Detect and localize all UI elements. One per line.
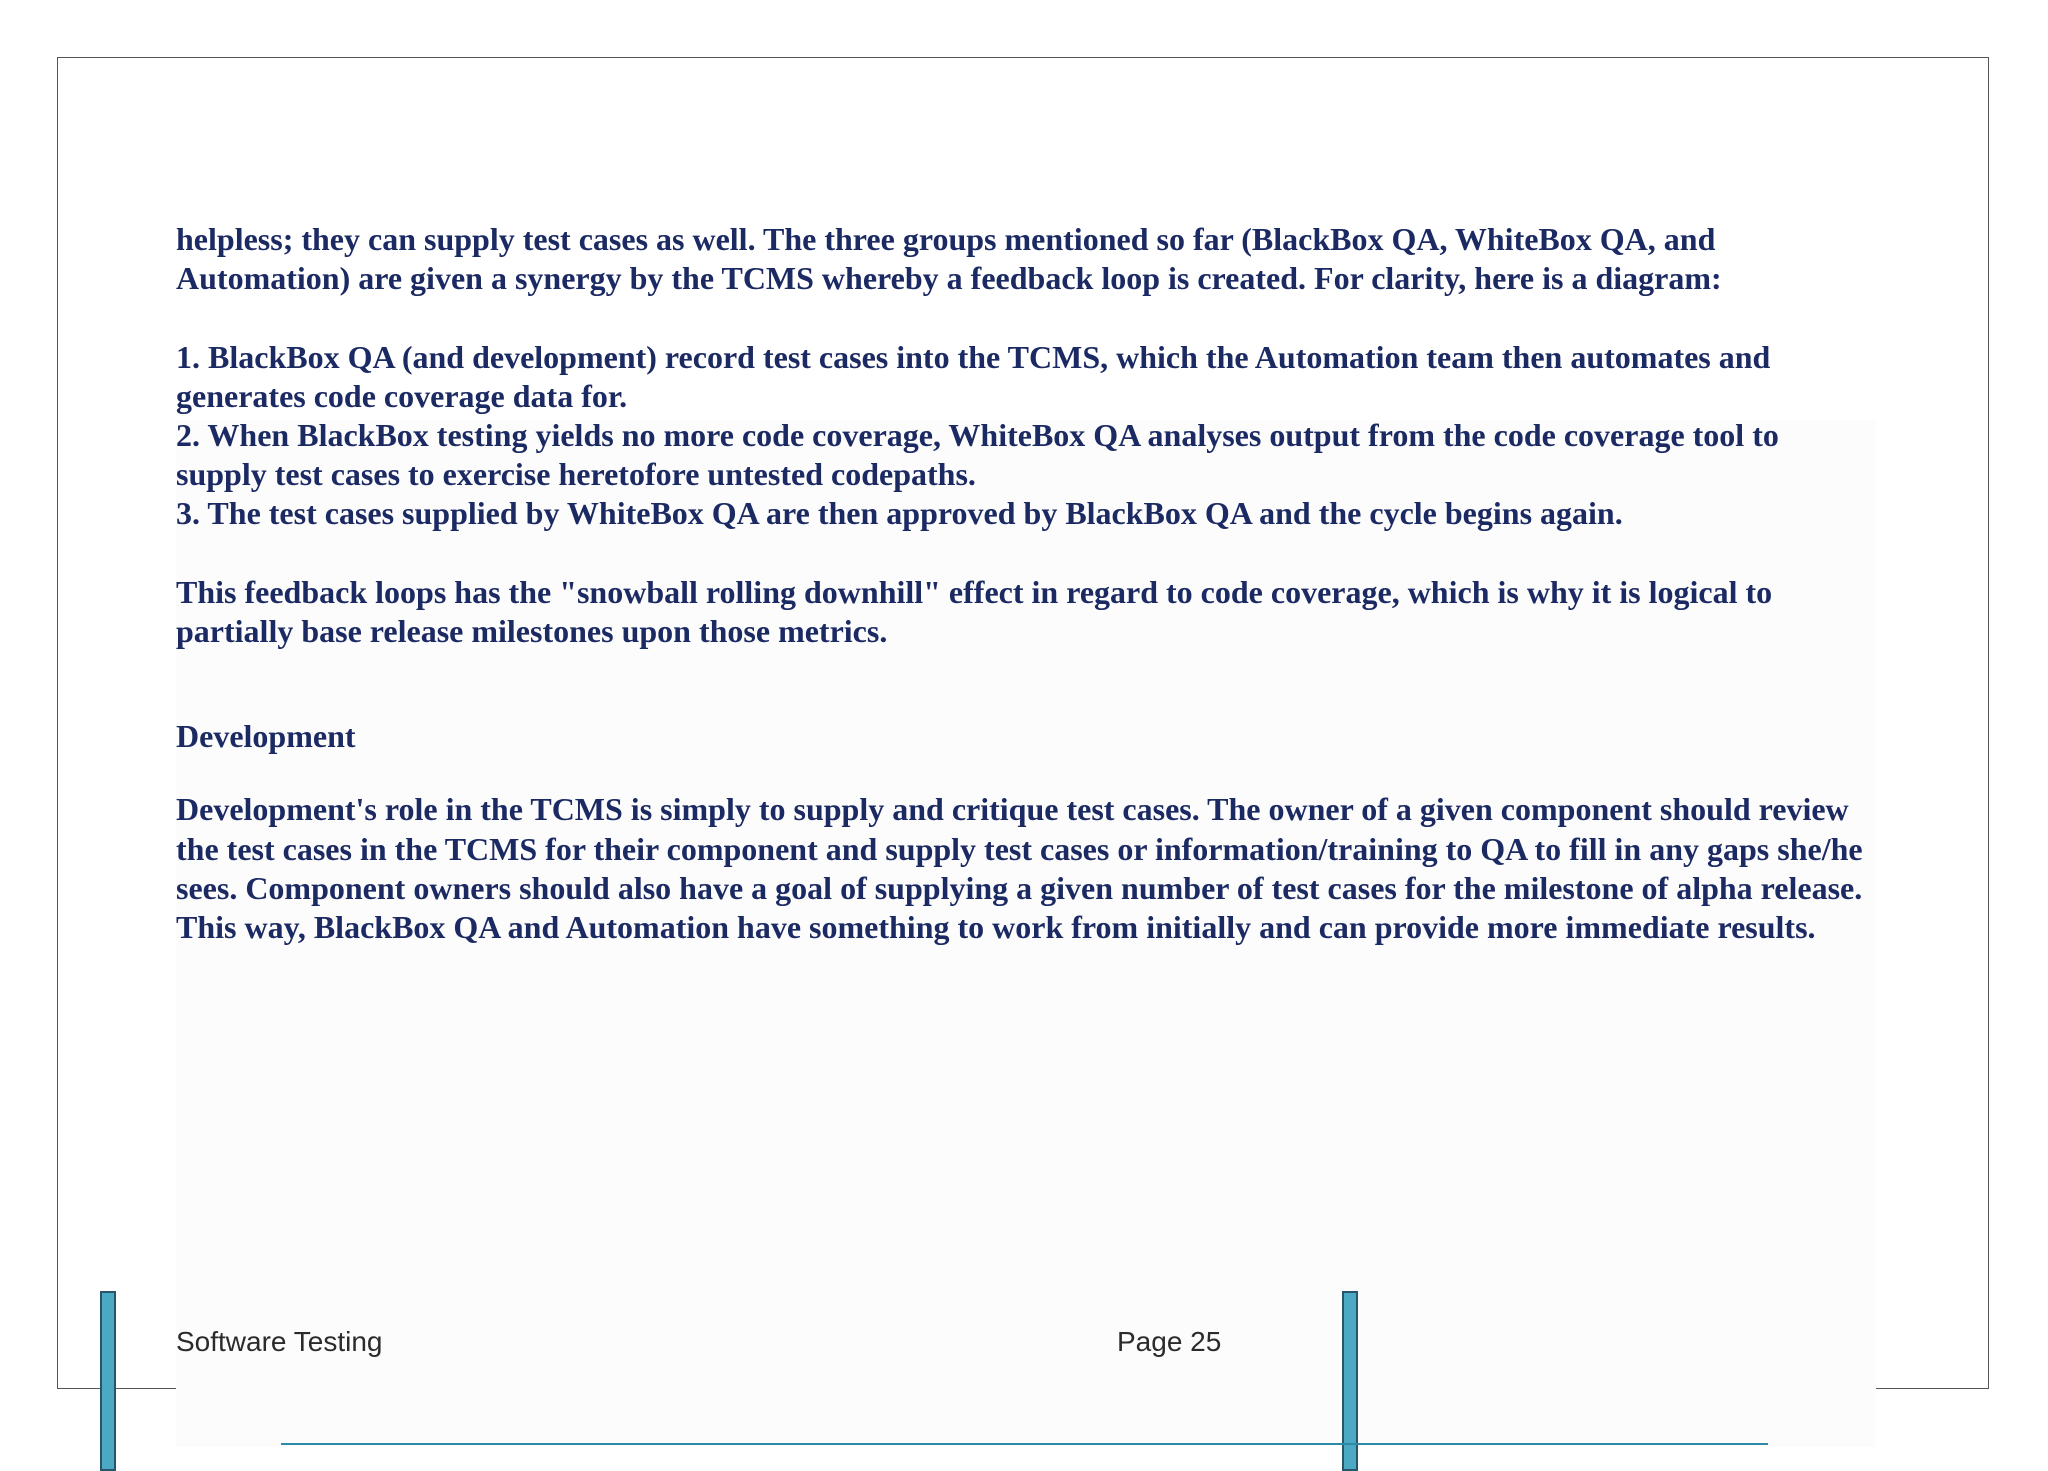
- footer-accent-bar-left: [100, 1291, 116, 1471]
- paragraph-intro: helpless; they can supply test cases as well. The three groups mentioned so far (BlackBox QA, WhiteBox QA, and Automation) are given a synergy by the TCMS whereby a feedback loop is created. For clarity, here is a diagram:: [176, 221, 1722, 297]
- paragraph-spacer: [176, 534, 1876, 573]
- list-item: 3. The test cases supplied by WhiteBox QA are then approved by BlackBox QA and the cycle begins again.: [176, 495, 1623, 532]
- document-body: [176, 220, 1876, 947]
- footer-rule: [281, 1443, 1768, 1445]
- footer-title: Software Testing: [176, 1326, 383, 1357]
- page-number: Page 25: [1117, 1326, 1222, 1357]
- list-item: 2. When BlackBox testing yields no more code coverage, WhiteBox QA analyses output from the code coverage tool to supply test cases to exercise heretofore untested codepaths.: [176, 417, 1779, 493]
- list-item: 1. BlackBox QA (and development) record test cases into the TCMS, which the Automation team then automates and generates code coverage data for.: [176, 338, 1771, 414]
- paragraph-spacer: [176, 298, 1876, 337]
- paragraph-feedback: This feedback loops has the "snowball rolling downhill" effect in regard to code coverage, which is why it is logical to partially base release milestones upon those metrics.: [176, 573, 1773, 649]
- paragraph-development: Development's role in the TCMS is simply to supply and critique test cases. The owner of a given component should review the test cases in the TCMS for their component and supply test cases or information/training to QA to fill in any gaps she/he sees. Component owners should also have a goal of supplying a given number of test cases for the milestone of alpha release. This way, BlackBox QA and Automation have something to work from initially and can provide more immediate results.: [176, 791, 1863, 946]
- section-heading: Development: [176, 718, 356, 755]
